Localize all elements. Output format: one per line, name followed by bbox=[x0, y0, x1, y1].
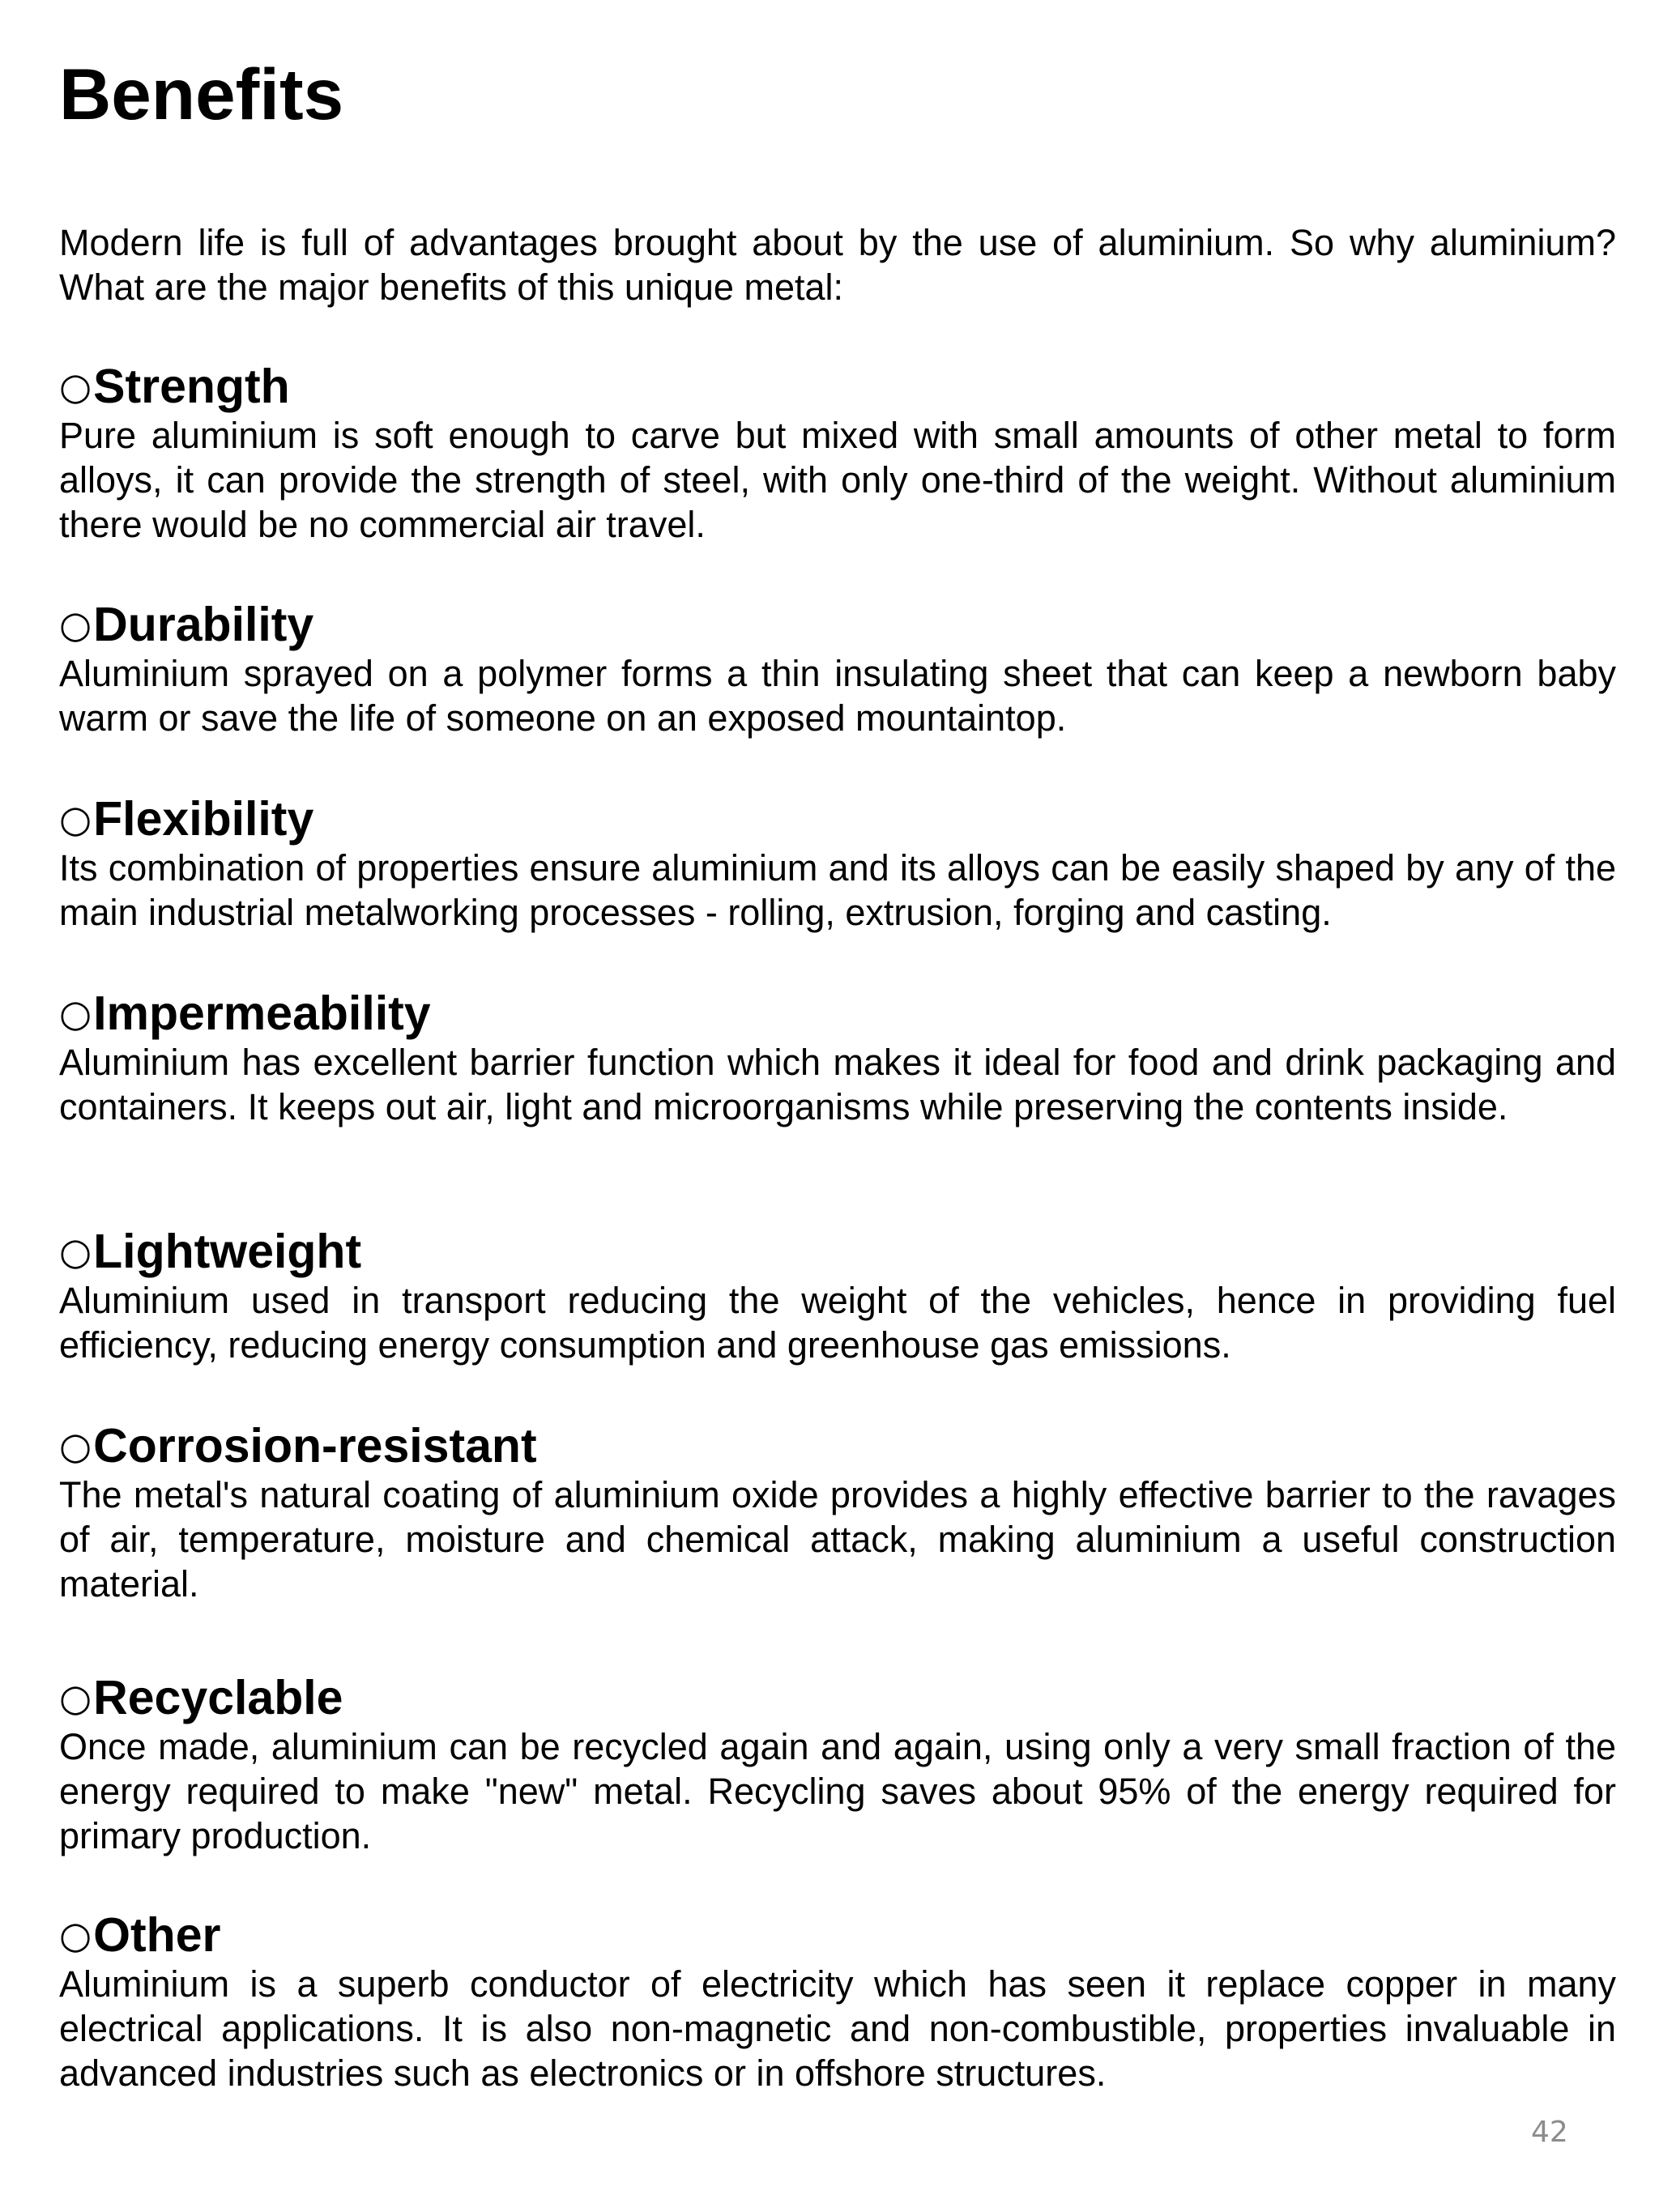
section-heading bbox=[59, 987, 1616, 1040]
section-heading-label: Durability bbox=[93, 598, 314, 651]
section-heading bbox=[59, 360, 1616, 413]
section-heading bbox=[59, 598, 1616, 651]
section-durability bbox=[59, 598, 1616, 740]
section-body: Aluminium is a superb conductor of electricity which has seen it replace copper in many electrical applications. It is also non-magnetic and non-combustible, properties invaluable in advanced industries such as electronics or in offshore structures. bbox=[59, 1963, 1616, 2094]
section-flexibility bbox=[59, 792, 1616, 935]
page-title: Benefits bbox=[59, 53, 344, 134]
section-body: Pure aluminium is soft enough to carve but mixed with small amounts of other metal to form alloys, it can provide the strength of steel, with only one-third of the weight. Without aluminium there would be no commercial air travel. bbox=[59, 415, 1616, 545]
section-heading-label: Recyclable bbox=[93, 1671, 343, 1724]
circle-bullet-icon: ○ bbox=[59, 1913, 92, 1957]
section-body: Aluminium used in transport reducing the weight of the vehicles, hence in providing fuel efficiency, reducing energy consumption and greenhouse gas emissions. bbox=[59, 1280, 1616, 1366]
section-lightweight bbox=[59, 1225, 1616, 1367]
section-heading-label: Other bbox=[93, 1908, 221, 1962]
circle-bullet-icon: ○ bbox=[59, 603, 92, 646]
circle-bullet-icon: ○ bbox=[59, 1424, 92, 1468]
section-heading-label: Strength bbox=[93, 360, 290, 413]
section-heading bbox=[59, 1419, 1616, 1473]
circle-bullet-icon: ○ bbox=[59, 1676, 92, 1720]
section-impermeability bbox=[59, 987, 1616, 1129]
section-corrosion-resistant bbox=[59, 1419, 1616, 1606]
section-heading bbox=[59, 1908, 1616, 1962]
section-body: Its combination of properties ensure aluminium and its alloys can be easily shaped by any of the main industrial metalworking processes - rolling, extrusion, forging and casting. bbox=[59, 847, 1616, 933]
section-heading-label: Lightweight bbox=[93, 1225, 362, 1278]
section-recyclable bbox=[59, 1671, 1616, 1858]
section-strength bbox=[59, 360, 1616, 547]
section-heading bbox=[59, 792, 1616, 846]
section-heading-label: Impermeability bbox=[93, 987, 431, 1040]
section-body: Once made, aluminium can be recycled again and again, using only a very small fraction of the energy required to make "new" metal. Recycling saves about 95% of the energy required for primary production. bbox=[59, 1726, 1616, 1856]
page-number: 42 bbox=[1531, 2116, 1568, 2149]
section-body: The metal's natural coating of aluminium oxide provides a highly effective barrier to the ravages of air, temperature, moisture and chemical attack, making aluminium a useful construction material. bbox=[59, 1474, 1616, 1605]
circle-bullet-icon: ○ bbox=[59, 797, 92, 841]
section-body: Aluminium sprayed on a polymer forms a thin insulating sheet that can keep a newborn baby warm or save the life of someone on an exposed mountaintop. bbox=[59, 653, 1616, 739]
circle-bullet-icon: ○ bbox=[59, 1230, 92, 1273]
section-heading bbox=[59, 1671, 1616, 1724]
section-heading-label: Corrosion-resistant bbox=[93, 1419, 537, 1473]
section-heading bbox=[59, 1225, 1616, 1278]
section-heading-label: Flexibility bbox=[93, 792, 314, 846]
intro-paragraph: Modern life is full of advantages brought about by the use of aluminium. So why aluminium? What are the major benefits of this unique metal: bbox=[59, 222, 1616, 308]
circle-bullet-icon: ○ bbox=[59, 991, 92, 1035]
section-body: Aluminium has excellent barrier function which makes it ideal for food and drink packaging and containers. It keeps out air, light and microorganisms while preserving the contents inside. bbox=[59, 1042, 1616, 1127]
section-other bbox=[59, 1908, 1616, 2095]
circle-bullet-icon: ○ bbox=[59, 364, 92, 408]
